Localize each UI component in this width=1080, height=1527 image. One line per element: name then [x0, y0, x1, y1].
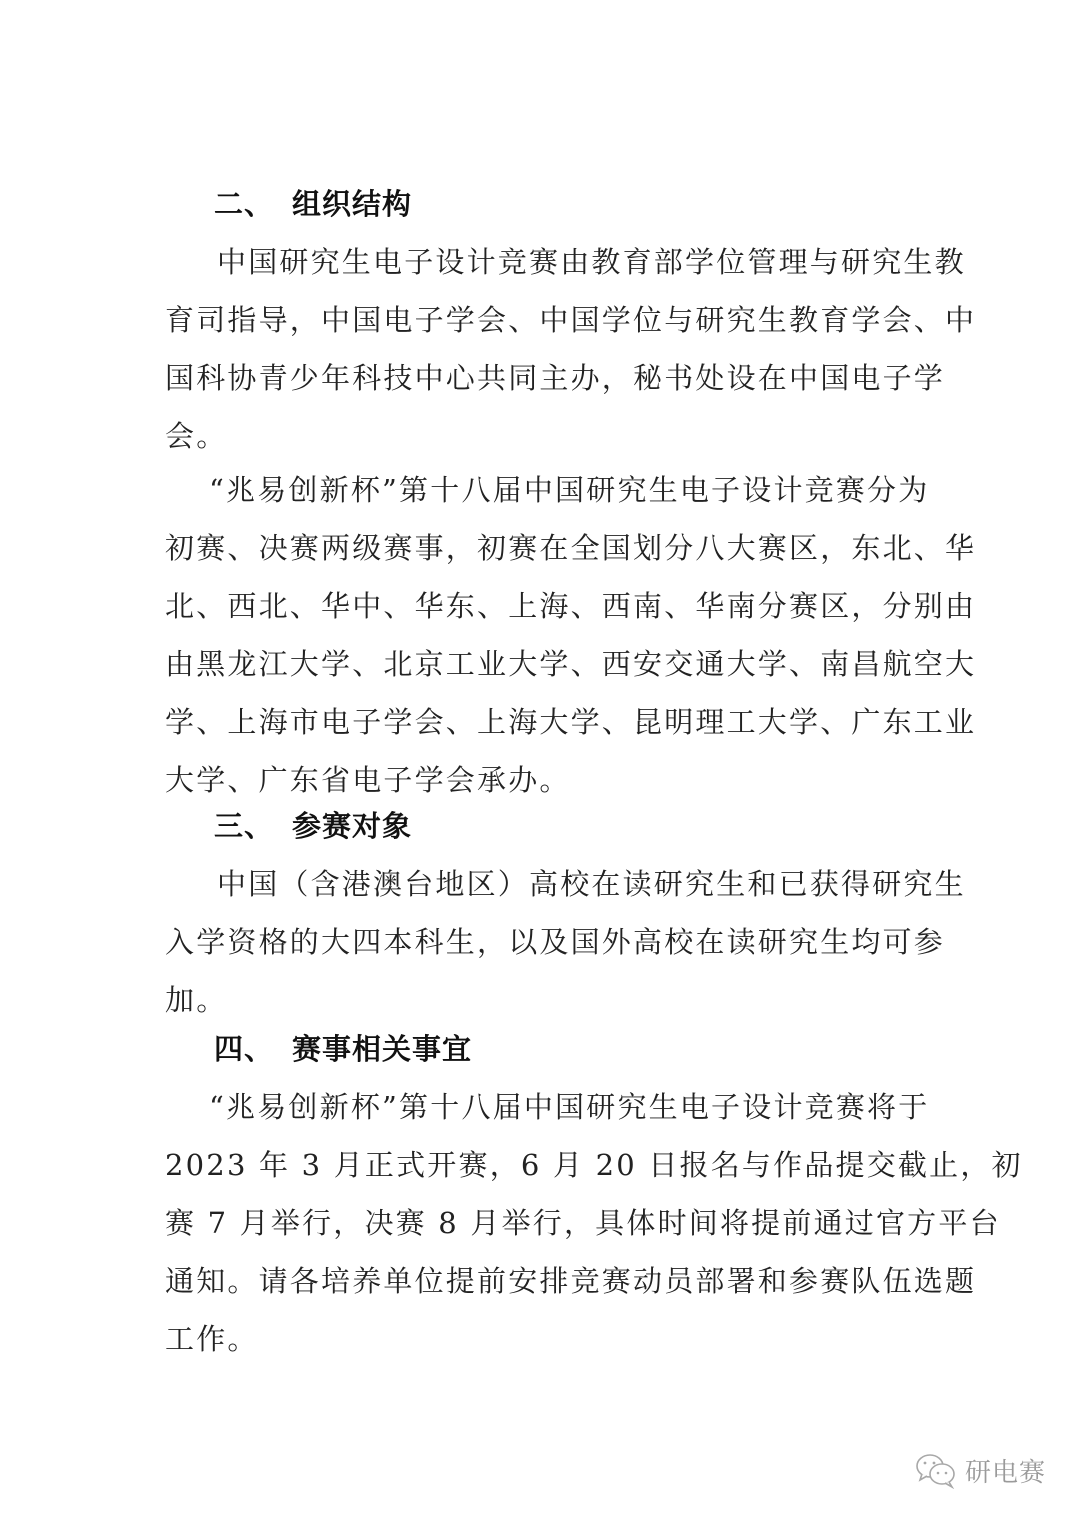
wechat-watermark — [915, 1452, 1046, 1489]
section-heading-eligibility — [214, 806, 412, 846]
text-line: 2023 年 3 月正式开赛，6 月 20 日报名与作品提交截止，初 — [165, 1148, 1023, 1182]
section-number: 二、 — [214, 187, 275, 221]
text-line: 赛 7 月举行，决赛 8 月举行，具体时间将提前通过官方平台 — [165, 1206, 1001, 1240]
section-title: 组织结构 — [292, 187, 413, 221]
text-line: 北、西北、华中、华东、上海、西南、华南分赛区，分别由 — [165, 589, 977, 623]
text-line: “兆易创新杯”第十八届中国研究生电子设计竞赛将于 — [209, 1090, 930, 1124]
text-line: 国科协青少年科技中心共同主办，秘书处设在中国电子学 — [165, 361, 946, 395]
paragraph-event-matters — [165, 1078, 1023, 1368]
text-line: 加。 — [165, 983, 228, 1017]
text-line: 初赛、决赛两级赛事，初赛在全国划分八大赛区，东北、华 — [165, 531, 977, 565]
text-line: 中国（含港澳台地区）高校在读研究生和已获得研究生 — [217, 867, 966, 901]
section-title: 参赛对象 — [292, 809, 413, 843]
paragraph-organization-1 — [165, 233, 977, 465]
text-line: 入学资格的大四本科生，以及国外高校在读研究生均可参 — [165, 925, 946, 959]
text-line: 会。 — [165, 419, 228, 453]
section-heading-event-matters — [214, 1029, 472, 1069]
section-number: 三、 — [214, 809, 275, 843]
paragraph-organization-2 — [165, 461, 977, 809]
text-line: 中国研究生电子设计竞赛由教育部学位管理与研究生教 — [217, 245, 966, 279]
text-line: 工作。 — [165, 1322, 259, 1356]
text-line: 通知。请各培养单位提前安排竞赛动员部署和参赛队伍选题 — [165, 1264, 977, 1298]
section-title: 赛事相关事宜 — [292, 1032, 473, 1066]
text-line: 由黑龙江大学、北京工业大学、西安交通大学、南昌航空大 — [165, 647, 977, 681]
section-heading-organization — [214, 184, 412, 224]
text-line: 育司指导，中国电子学会、中国学位与研究生教育学会、中 — [165, 303, 977, 337]
section-number: 四、 — [214, 1032, 275, 1066]
text-line: “兆易创新杯”第十八届中国研究生电子设计竞赛分为 — [209, 473, 930, 507]
text-line: 学、上海市电子学会、上海大学、昆明理工大学、广东工业 — [165, 705, 977, 739]
paragraph-eligibility — [165, 855, 966, 1029]
wechat-icon — [915, 1453, 959, 1489]
watermark-label: 研电赛 — [965, 1458, 1047, 1488]
text-line: 大学、广东省电子学会承办。 — [165, 763, 571, 797]
